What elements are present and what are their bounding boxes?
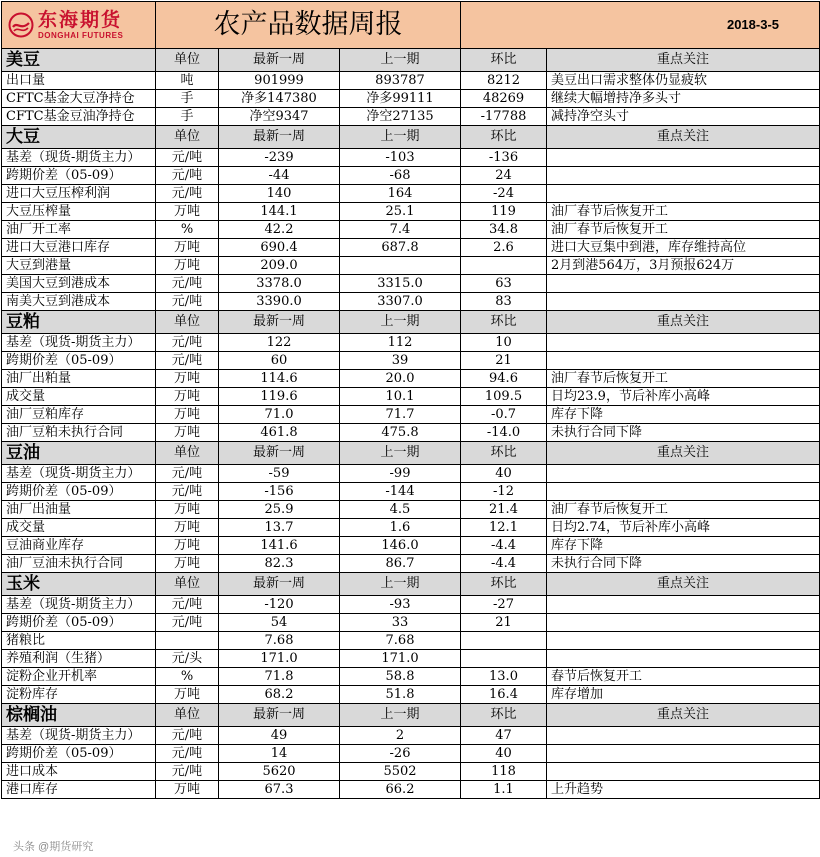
previous-cell: 112 [340, 334, 461, 352]
latest-cell: 68.2 [219, 686, 340, 704]
change-cell [461, 257, 547, 275]
table-row [2, 424, 820, 442]
table-row [2, 483, 820, 501]
change-cell: 94.6 [461, 370, 547, 388]
table-row [2, 614, 820, 632]
note-cell: 上升趋势 [547, 781, 820, 799]
note-cell: 油厂春节后恢复开工 [547, 370, 820, 388]
unit-cell: 万吨 [156, 519, 219, 537]
section-name: 美豆 [2, 49, 156, 72]
column-header: 单位 [156, 126, 219, 149]
note-cell: 继续大幅增持净多头寸 [547, 90, 820, 108]
indicator-cell: 大豆到港量 [2, 257, 156, 275]
column-header: 最新一周 [219, 311, 340, 334]
change-cell: -14.0 [461, 424, 547, 442]
indicator-cell: 油厂豆粕库存 [2, 406, 156, 424]
note-cell: 油厂春节后恢复开工 [547, 501, 820, 519]
indicator-cell: CFTC基金豆油净持仓 [2, 108, 156, 126]
latest-cell: 141.6 [219, 537, 340, 555]
latest-cell: 54 [219, 614, 340, 632]
change-cell: 10 [461, 334, 547, 352]
latest-cell: 3378.0 [219, 275, 340, 293]
table-row [2, 167, 820, 185]
latest-cell: -156 [219, 483, 340, 501]
previous-cell: 25.1 [340, 203, 461, 221]
change-cell: 63 [461, 275, 547, 293]
change-cell [461, 632, 547, 650]
weekly-report [1, 1, 819, 856]
note-cell [547, 149, 820, 167]
note-cell [547, 465, 820, 483]
previous-cell: 66.2 [340, 781, 461, 799]
table-row [2, 108, 820, 126]
unit-cell: 元/吨 [156, 763, 219, 781]
previous-cell: 7.4 [340, 221, 461, 239]
indicator-cell: 跨期价差（05-09） [2, 352, 156, 370]
previous-cell: 164 [340, 185, 461, 203]
indicator-cell: 油厂出粕量 [2, 370, 156, 388]
indicator-cell: 大豆压榨量 [2, 203, 156, 221]
note-cell: 日均23.9，节后补库小高峰 [547, 388, 820, 406]
section-header [2, 126, 820, 149]
latest-cell: 122 [219, 334, 340, 352]
latest-cell: 42.2 [219, 221, 340, 239]
indicator-cell: 油厂豆粕未执行合同 [2, 424, 156, 442]
previous-cell: 33 [340, 614, 461, 632]
previous-cell: 146.0 [340, 537, 461, 555]
indicator-cell: 基差（现货-期货主力） [2, 596, 156, 614]
table-row [2, 275, 820, 293]
indicator-cell: 养殖利润（生猪） [2, 650, 156, 668]
unit-cell: 元/吨 [156, 185, 219, 203]
section-header [2, 49, 820, 72]
table-row [2, 334, 820, 352]
column-header: 环比 [461, 49, 547, 72]
note-cell: 库存增加 [547, 686, 820, 704]
note-cell [547, 275, 820, 293]
column-header: 重点关注 [547, 126, 820, 149]
section-name: 豆粕 [2, 311, 156, 334]
previous-cell: 3307.0 [340, 293, 461, 311]
unit-cell: 万吨 [156, 203, 219, 221]
change-cell: 83 [461, 293, 547, 311]
note-cell: 春节后恢复开工 [547, 668, 820, 686]
change-cell: 24 [461, 167, 547, 185]
column-header: 环比 [461, 704, 547, 727]
unit-cell: 元/吨 [156, 614, 219, 632]
unit-cell: 元/吨 [156, 483, 219, 501]
table-row [2, 745, 820, 763]
note-cell [547, 763, 820, 781]
report-header [2, 2, 820, 49]
unit-cell: 万吨 [156, 424, 219, 442]
column-header: 上一期 [340, 311, 461, 334]
column-header: 上一期 [340, 573, 461, 596]
previous-cell: 5502 [340, 763, 461, 781]
indicator-cell: 出口量 [2, 72, 156, 90]
column-header: 重点关注 [547, 311, 820, 334]
unit-cell: 元/吨 [156, 167, 219, 185]
table-row [2, 668, 820, 686]
change-cell: 118 [461, 763, 547, 781]
indicator-cell: 成交量 [2, 388, 156, 406]
latest-cell: 461.8 [219, 424, 340, 442]
unit-cell: 手 [156, 108, 219, 126]
latest-cell: 144.1 [219, 203, 340, 221]
change-cell: 2.6 [461, 239, 547, 257]
indicator-cell: 进口大豆压榨利润 [2, 185, 156, 203]
indicator-cell: 美国大豆到港成本 [2, 275, 156, 293]
column-header: 单位 [156, 311, 219, 334]
column-header: 环比 [461, 573, 547, 596]
column-header: 环比 [461, 442, 547, 465]
latest-cell: 114.6 [219, 370, 340, 388]
change-cell: 47 [461, 727, 547, 745]
table-row [2, 90, 820, 108]
change-cell: 119 [461, 203, 547, 221]
table-row [2, 519, 820, 537]
change-cell: 40 [461, 465, 547, 483]
indicator-cell: 南美大豆到港成本 [2, 293, 156, 311]
previous-cell: 2 [340, 727, 461, 745]
report-table [1, 1, 820, 799]
change-cell: -17788 [461, 108, 547, 126]
unit-cell: 万吨 [156, 555, 219, 573]
column-header: 重点关注 [547, 704, 820, 727]
change-cell: 48269 [461, 90, 547, 108]
latest-cell: 13.7 [219, 519, 340, 537]
unit-cell: 万吨 [156, 501, 219, 519]
latest-cell: 7.68 [219, 632, 340, 650]
indicator-cell: 淀粉库存 [2, 686, 156, 704]
table-row [2, 293, 820, 311]
change-cell: -4.4 [461, 537, 547, 555]
latest-cell: 3390.0 [219, 293, 340, 311]
previous-cell: 4.5 [340, 501, 461, 519]
note-cell [547, 596, 820, 614]
table-row [2, 185, 820, 203]
note-cell [547, 745, 820, 763]
section-header [2, 573, 820, 596]
table-row [2, 686, 820, 704]
note-cell: 进口大豆集中到港，库存维持高位 [547, 239, 820, 257]
table-row [2, 555, 820, 573]
note-cell: 未执行合同下降 [547, 424, 820, 442]
column-header: 最新一周 [219, 126, 340, 149]
change-cell: 40 [461, 745, 547, 763]
donghai-logo-icon [8, 12, 34, 38]
section-name: 大豆 [2, 126, 156, 149]
unit-cell: 吨 [156, 72, 219, 90]
indicator-cell: 跨期价差（05-09） [2, 745, 156, 763]
change-cell: 34.8 [461, 221, 547, 239]
column-header: 环比 [461, 311, 547, 334]
change-cell: 8212 [461, 72, 547, 90]
latest-cell: 119.6 [219, 388, 340, 406]
previous-cell: 39 [340, 352, 461, 370]
previous-cell: 51.8 [340, 686, 461, 704]
previous-cell: 净多99111 [340, 90, 461, 108]
column-header: 最新一周 [219, 704, 340, 727]
change-cell: -27 [461, 596, 547, 614]
indicator-cell: 进口成本 [2, 763, 156, 781]
unit-cell: 元/吨 [156, 352, 219, 370]
column-header: 单位 [156, 573, 219, 596]
change-cell: -0.7 [461, 406, 547, 424]
note-cell [547, 352, 820, 370]
column-header: 重点关注 [547, 49, 820, 72]
indicator-cell: 基差（现货-期货主力） [2, 727, 156, 745]
note-cell: 油厂春节后恢复开工 [547, 203, 820, 221]
previous-cell: 20.0 [340, 370, 461, 388]
latest-cell: 净多147380 [219, 90, 340, 108]
table-row [2, 763, 820, 781]
table-row [2, 406, 820, 424]
latest-cell: 25.9 [219, 501, 340, 519]
indicator-cell: 进口大豆港口库存 [2, 239, 156, 257]
column-header: 上一期 [340, 442, 461, 465]
latest-cell: 171.0 [219, 650, 340, 668]
latest-cell: 901999 [219, 72, 340, 90]
column-header: 环比 [461, 126, 547, 149]
previous-cell: -93 [340, 596, 461, 614]
latest-cell: 5620 [219, 763, 340, 781]
change-cell: 21 [461, 614, 547, 632]
table-row [2, 239, 820, 257]
latest-cell: 净空9347 [219, 108, 340, 126]
previous-cell: -99 [340, 465, 461, 483]
change-cell: 109.5 [461, 388, 547, 406]
indicator-cell: 猪粮比 [2, 632, 156, 650]
indicator-cell: 油厂豆油未执行合同 [2, 555, 156, 573]
note-cell [547, 334, 820, 352]
note-cell: 日均2.74，节后补库小高峰 [547, 519, 820, 537]
table-row [2, 632, 820, 650]
table-row [2, 650, 820, 668]
previous-cell: 171.0 [340, 650, 461, 668]
change-cell: 21 [461, 352, 547, 370]
latest-cell: 140 [219, 185, 340, 203]
change-cell: 12.1 [461, 519, 547, 537]
table-row [2, 221, 820, 239]
previous-cell: -68 [340, 167, 461, 185]
unit-cell: 万吨 [156, 781, 219, 799]
section-header [2, 704, 820, 727]
change-cell: -12 [461, 483, 547, 501]
table-row [2, 257, 820, 275]
note-cell [547, 167, 820, 185]
column-header: 重点关注 [547, 442, 820, 465]
section-name: 豆油 [2, 442, 156, 465]
indicator-cell: 港口库存 [2, 781, 156, 799]
note-cell: 2月到港564万，3月预报624万 [547, 257, 820, 275]
column-header: 最新一周 [219, 442, 340, 465]
latest-cell: -239 [219, 149, 340, 167]
unit-cell: 元/吨 [156, 727, 219, 745]
change-cell: -136 [461, 149, 547, 167]
column-header: 最新一周 [219, 573, 340, 596]
table-row [2, 727, 820, 745]
column-header: 上一期 [340, 49, 461, 72]
previous-cell: 净空27135 [340, 108, 461, 126]
previous-cell: -103 [340, 149, 461, 167]
unit-cell: 万吨 [156, 406, 219, 424]
indicator-cell: 跨期价差（05-09） [2, 483, 156, 501]
column-header: 单位 [156, 704, 219, 727]
note-cell: 库存下降 [547, 537, 820, 555]
latest-cell: 71.8 [219, 668, 340, 686]
logo [2, 2, 156, 49]
change-cell: -4.4 [461, 555, 547, 573]
column-header: 单位 [156, 49, 219, 72]
change-cell: 13.0 [461, 668, 547, 686]
table-row [2, 596, 820, 614]
latest-cell: -120 [219, 596, 340, 614]
table-row [2, 781, 820, 799]
note-cell: 减持净空头寸 [547, 108, 820, 126]
page-title: 农产品数据周报 [156, 2, 461, 49]
previous-cell: 71.7 [340, 406, 461, 424]
table-row [2, 501, 820, 519]
note-cell: 未执行合同下降 [547, 555, 820, 573]
latest-cell: 209.0 [219, 257, 340, 275]
unit-cell: 元/吨 [156, 745, 219, 763]
indicator-cell: 跨期价差（05-09） [2, 167, 156, 185]
watermark: 头条 @期货研究 [13, 841, 94, 853]
latest-cell: 690.4 [219, 239, 340, 257]
unit-cell: 万吨 [156, 257, 219, 275]
latest-cell: 67.3 [219, 781, 340, 799]
unit-cell: % [156, 668, 219, 686]
logo-cn-text: 东海期货 [38, 8, 123, 31]
previous-cell: 58.8 [340, 668, 461, 686]
change-cell [461, 650, 547, 668]
latest-cell: -59 [219, 465, 340, 483]
table-row [2, 352, 820, 370]
table-row [2, 370, 820, 388]
latest-cell: 82.3 [219, 555, 340, 573]
table-row [2, 72, 820, 90]
note-cell [547, 727, 820, 745]
table-row [2, 149, 820, 167]
latest-cell: 71.0 [219, 406, 340, 424]
note-cell [547, 293, 820, 311]
previous-cell: 10.1 [340, 388, 461, 406]
note-cell: 美豆出口需求整体仍显疲软 [547, 72, 820, 90]
latest-cell: 49 [219, 727, 340, 745]
previous-cell: -26 [340, 745, 461, 763]
previous-cell: 475.8 [340, 424, 461, 442]
unit-cell: 万吨 [156, 686, 219, 704]
change-cell: 21.4 [461, 501, 547, 519]
previous-cell: 687.8 [340, 239, 461, 257]
previous-cell: 1.6 [340, 519, 461, 537]
note-cell [547, 185, 820, 203]
previous-cell: 893787 [340, 72, 461, 90]
column-header: 单位 [156, 442, 219, 465]
table-row [2, 465, 820, 483]
unit-cell: 手 [156, 90, 219, 108]
unit-cell: 元/吨 [156, 465, 219, 483]
note-cell: 油厂春节后恢复开工 [547, 221, 820, 239]
note-cell: 库存下降 [547, 406, 820, 424]
table-row [2, 203, 820, 221]
section-header [2, 442, 820, 465]
unit-cell: 元/吨 [156, 334, 219, 352]
previous-cell: 7.68 [340, 632, 461, 650]
indicator-cell: 跨期价差（05-09） [2, 614, 156, 632]
change-cell: -24 [461, 185, 547, 203]
table-row [2, 388, 820, 406]
column-header: 最新一周 [219, 49, 340, 72]
indicator-cell: CFTC基金大豆净持仓 [2, 90, 156, 108]
unit-cell: 万吨 [156, 388, 219, 406]
column-header: 上一期 [340, 704, 461, 727]
change-cell: 16.4 [461, 686, 547, 704]
logo-en-text: DONGHAI FUTURES [38, 30, 124, 40]
change-cell: 1.1 [461, 781, 547, 799]
note-cell [547, 614, 820, 632]
indicator-cell: 基差（现货-期货主力） [2, 149, 156, 167]
indicator-cell: 豆油商业库存 [2, 537, 156, 555]
indicator-cell: 基差（现货-期货主力） [2, 465, 156, 483]
unit-cell: 元/吨 [156, 596, 219, 614]
latest-cell: -44 [219, 167, 340, 185]
note-cell [547, 632, 820, 650]
latest-cell: 14 [219, 745, 340, 763]
previous-cell: -144 [340, 483, 461, 501]
indicator-cell: 油厂开工率 [2, 221, 156, 239]
section-name: 棕榈油 [2, 704, 156, 727]
indicator-cell: 淀粉企业开机率 [2, 668, 156, 686]
column-header: 上一期 [340, 126, 461, 149]
note-cell [547, 650, 820, 668]
unit-cell: 万吨 [156, 370, 219, 388]
previous-cell: 3315.0 [340, 275, 461, 293]
unit-cell: 元/吨 [156, 293, 219, 311]
report-date: 2018-3-5 [461, 2, 820, 49]
section-header [2, 311, 820, 334]
previous-cell: 86.7 [340, 555, 461, 573]
unit-cell: 元/头 [156, 650, 219, 668]
latest-cell: 60 [219, 352, 340, 370]
unit-cell: % [156, 221, 219, 239]
note-cell [547, 483, 820, 501]
unit-cell: 元/吨 [156, 275, 219, 293]
unit-cell: 万吨 [156, 537, 219, 555]
column-header: 重点关注 [547, 573, 820, 596]
indicator-cell: 基差（现货-期货主力） [2, 334, 156, 352]
table-row [2, 537, 820, 555]
unit-cell: 万吨 [156, 239, 219, 257]
unit-cell: 元/吨 [156, 149, 219, 167]
previous-cell [340, 257, 461, 275]
unit-cell [156, 632, 219, 650]
indicator-cell: 油厂出油量 [2, 501, 156, 519]
indicator-cell: 成交量 [2, 519, 156, 537]
section-name: 玉米 [2, 573, 156, 596]
